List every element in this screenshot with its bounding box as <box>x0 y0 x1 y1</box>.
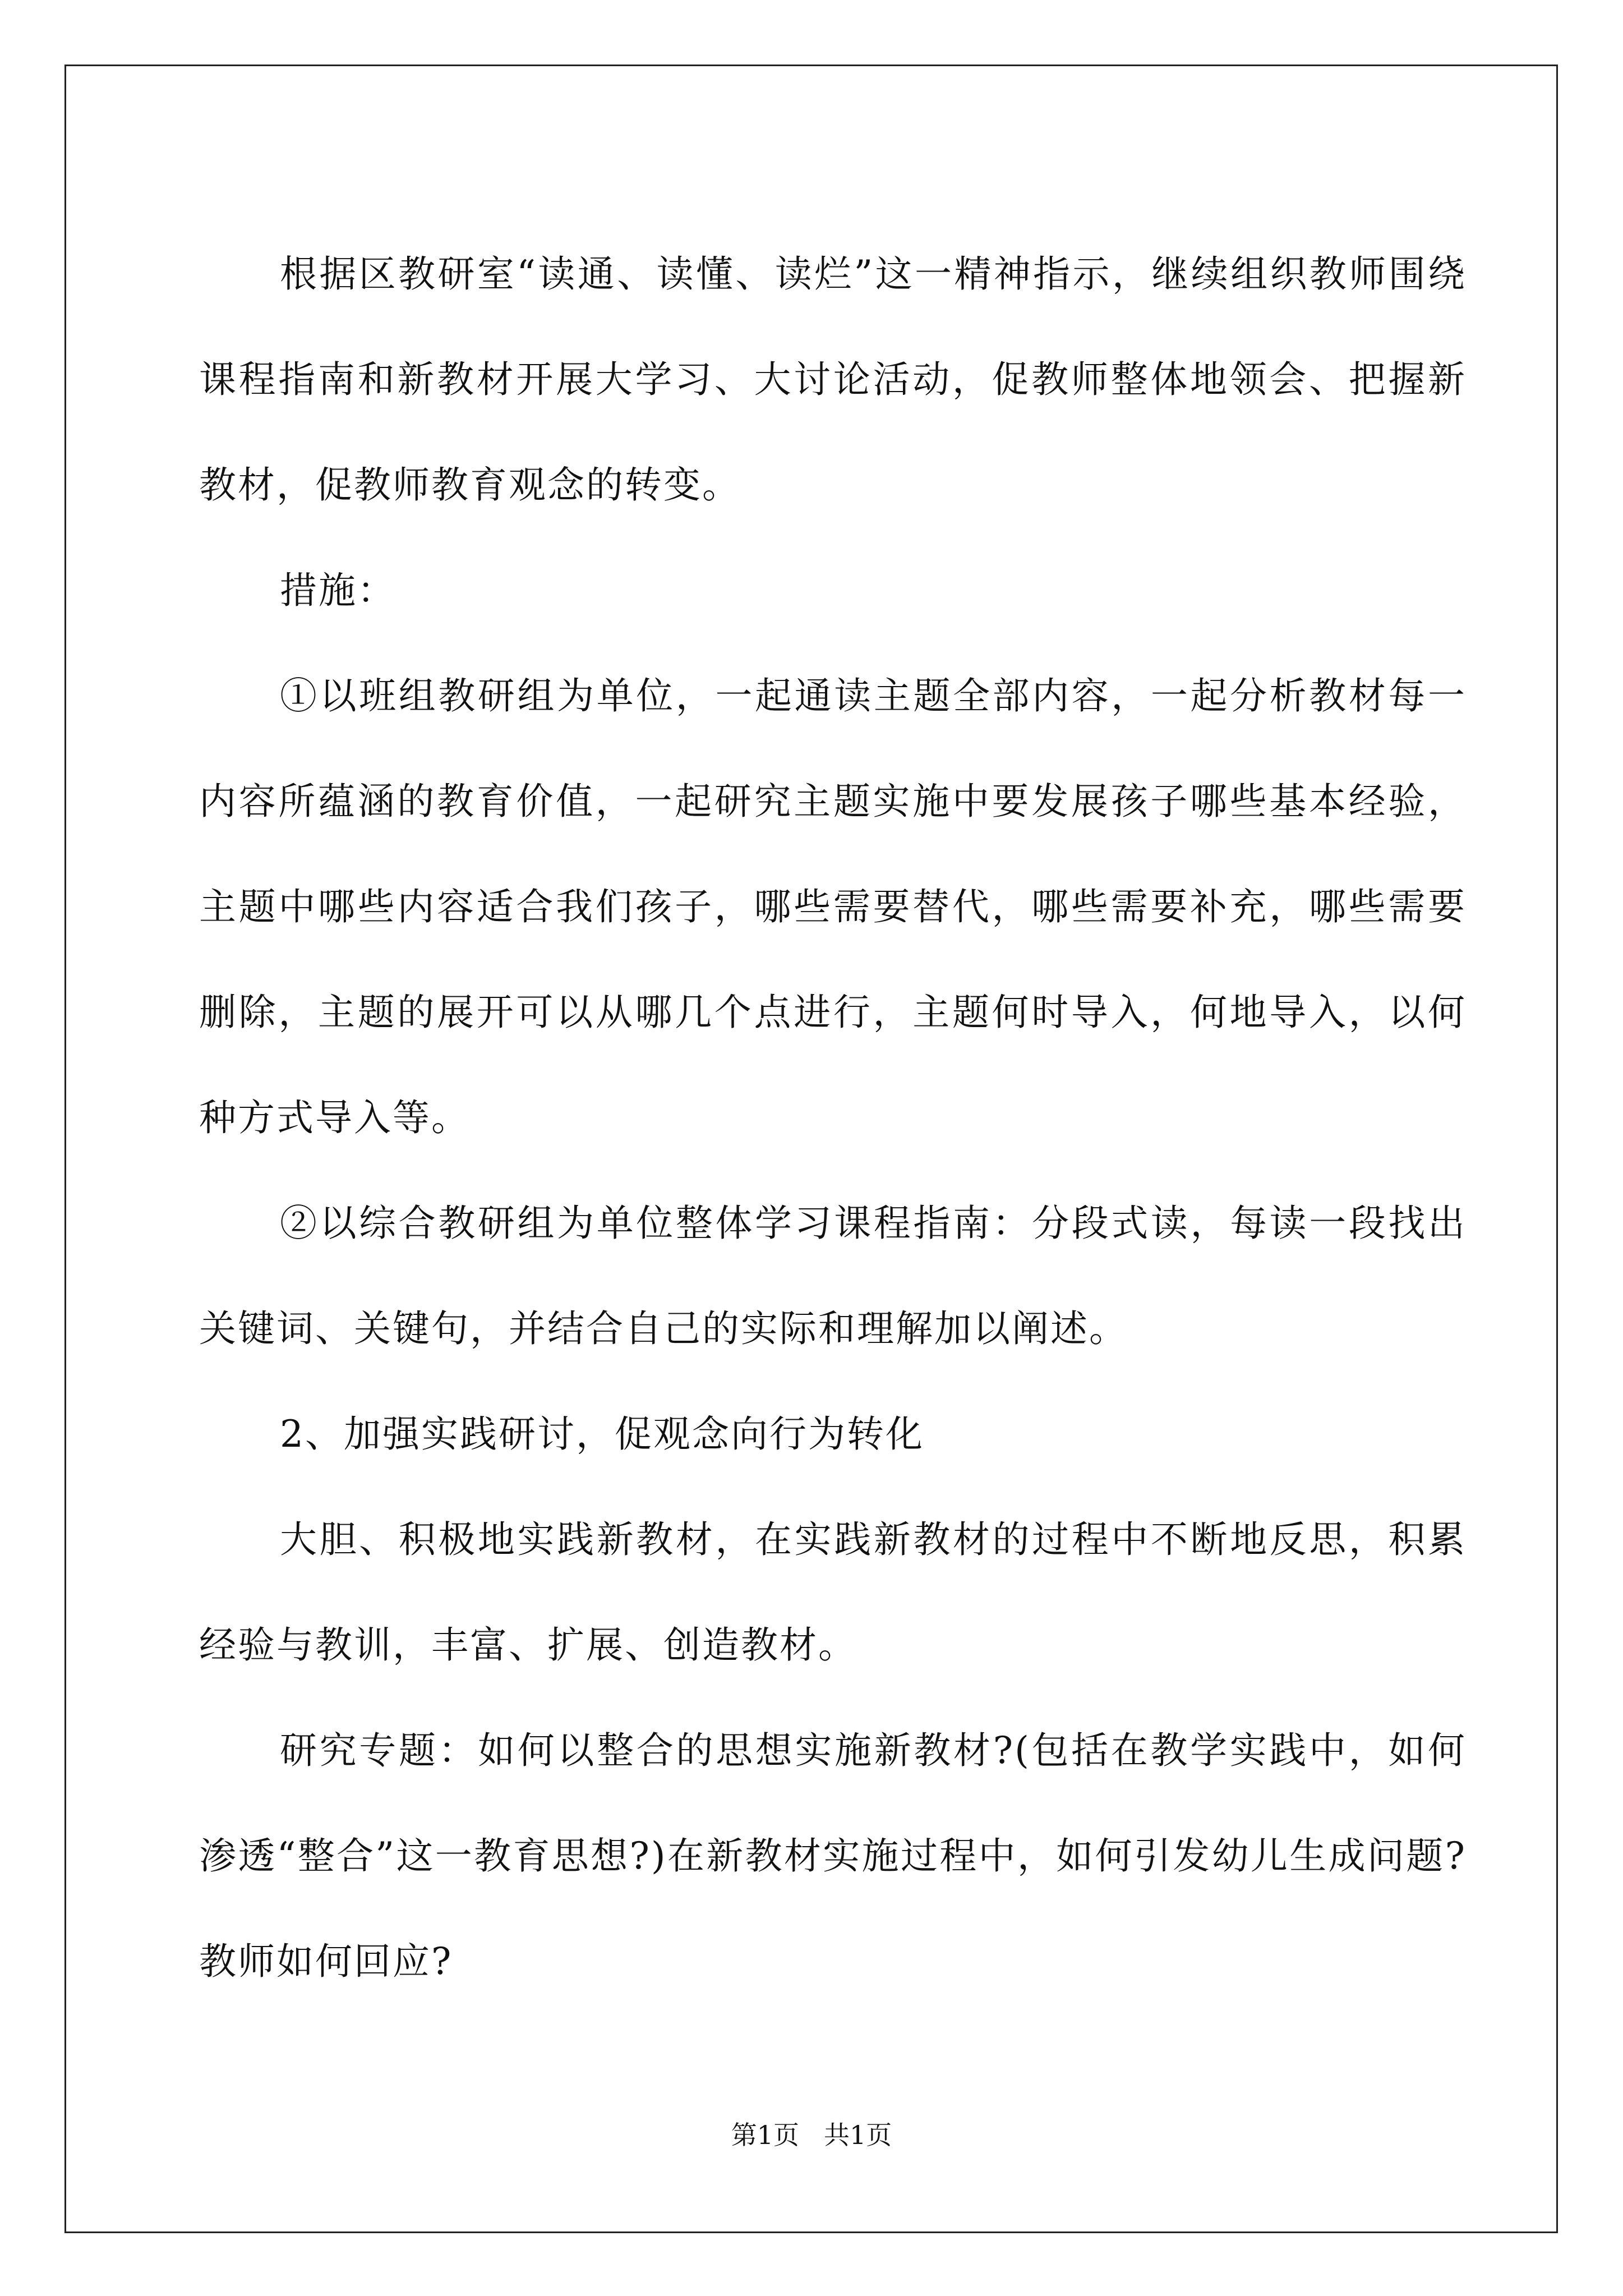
paragraph-section-2-heading: 2、加强实践研讨，促观念向行为转化 <box>280 1412 924 1456</box>
paragraph-measure-2: ②以综合教研组为单位整体学习课程指南：分段式读，每读一段找出关键词、关键句，并结合自己的实际和理解加以阐述。 <box>199 1202 1467 1350</box>
paragraph-intro: 根据区教研室“读通、读懂、读烂”这一精神指示，继续组织教师围绕课程指南和新教材开展大学习、大讨论活动，促教师整体地领会、把握新教材，促教师教育观念的转变。 <box>199 252 1467 507</box>
paragraph-measure-1: ①以班组教研组为单位，一起通读主题全部内容，一起分析教材每一内容所蕴涵的教育价值，一起研究主题实施中要发展孩子哪些基本经验，主题中哪些内容适合我们孩子，哪些需要替代，哪些需要补充，哪些需要删除，主题的展开可以从哪几个点进行，主题何时导入，何地导入，以何种方式导入等。 <box>199 674 1467 1139</box>
paragraph-measures-heading: 措施： <box>280 569 396 612</box>
document-body <box>199 222 1467 2014</box>
paragraph-practice: 大胆、积极地实践新教材，在实践新教材的过程中不断地反思，积累经验与教训，丰富、扩展、创造教材。 <box>199 1518 1467 1667</box>
page-footer <box>0 2115 1623 2152</box>
page-number: 第1页 <box>731 2120 800 2150</box>
page-total: 共1页 <box>823 2120 892 2150</box>
paragraph-research-topic: 研究专题：如何以整合的思想实施新教材?(包括在教学实践中，如何渗透“整合”这一教育思想?)在新教材实施过程中，如何引发幼儿生成问题?教师如何回应? <box>199 1729 1467 1983</box>
